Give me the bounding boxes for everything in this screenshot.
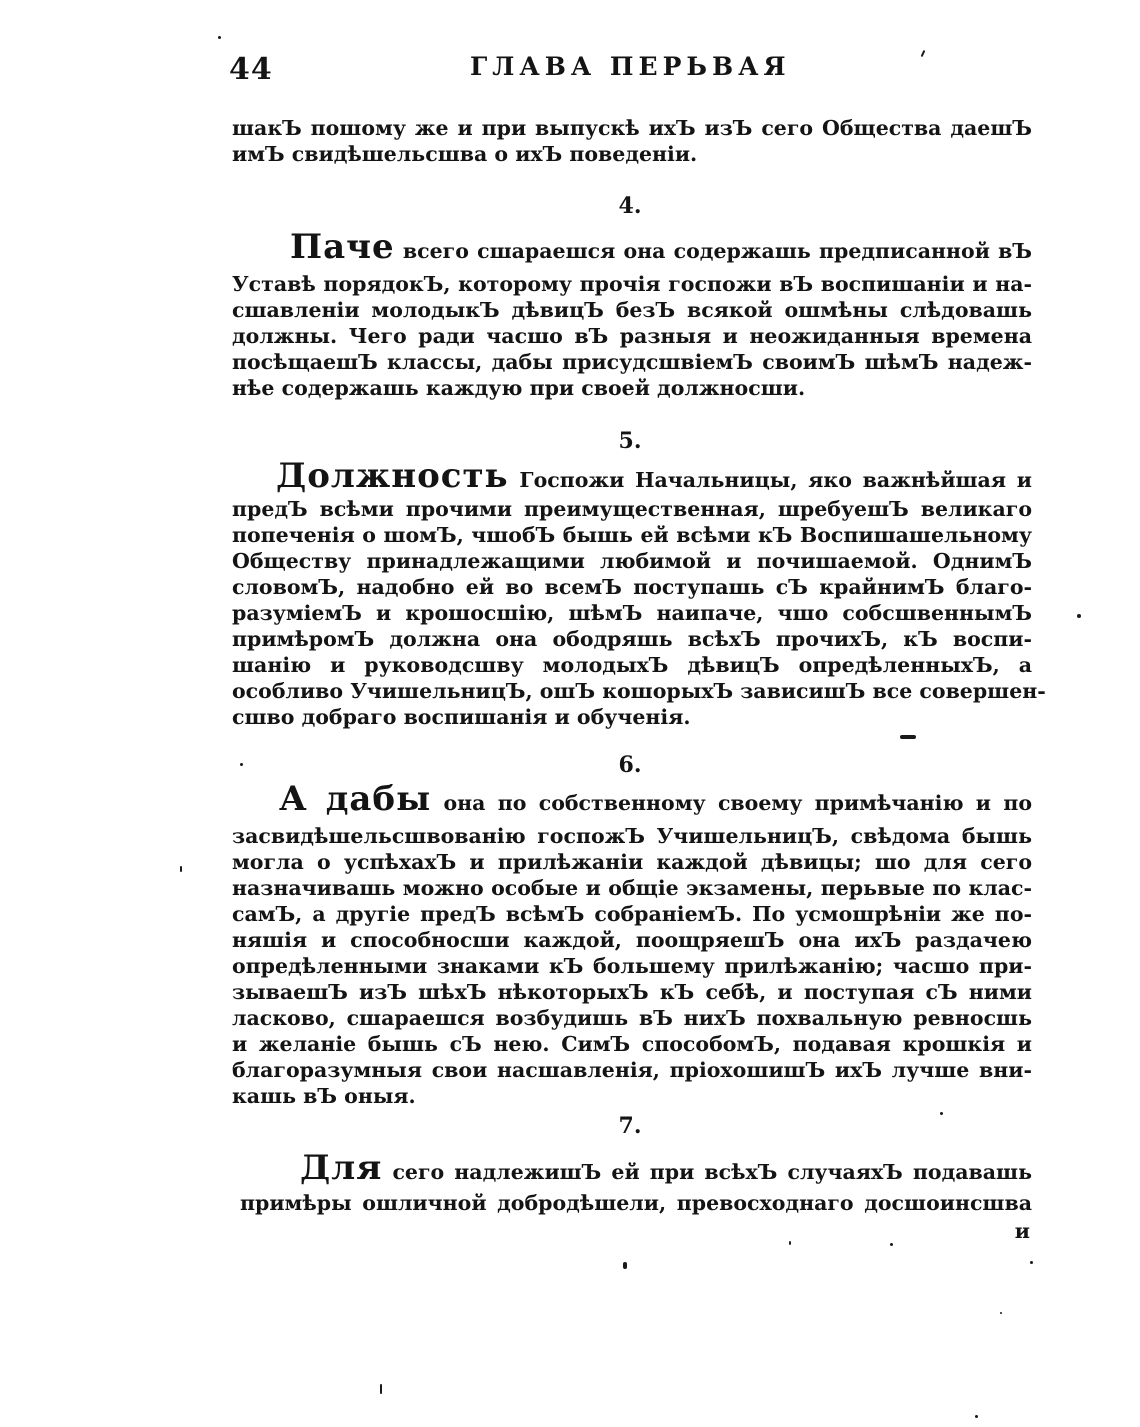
section-number-4: 4. xyxy=(618,193,642,219)
section-5-first-line-text: Госпожи Начальницы, яко важнѣйшая и xyxy=(519,468,1032,492)
section-number-5: 5. xyxy=(618,428,642,454)
paragraph-line: предЪ всѣми прочими преимущественная, шребуешЪ великаго xyxy=(232,497,1032,521)
paragraph-line: должны. Чего ради часшо вЪ разныя и неожиданныя времена xyxy=(232,324,1032,348)
section-6-initial-word: А дабы xyxy=(279,779,432,819)
paragraph-line: разумiемЪ и крошосшiю, шѣмЪ наипаче, чшо собсшвеннымЪ xyxy=(232,601,1032,625)
scan-speck xyxy=(218,36,221,39)
section-4-initial-word: Паче xyxy=(290,227,395,267)
paragraph-line: Уставѣ порядокЪ, которому прочiя госпожи вЪ воспишанiи и на- xyxy=(232,272,1032,296)
section-6-first-line-text: она по собственному своему примѣчанiю и по xyxy=(443,791,1032,815)
scan-speck xyxy=(900,735,916,739)
scan-speck xyxy=(789,1241,791,1245)
section-4-first-line-text: всего сшараешся она содержашь предписанной вЪ xyxy=(402,239,1032,263)
paragraph-line: ласково, сшараешся возбудишь вЪ нихЪ похвальную ревносшь xyxy=(232,1006,1032,1030)
paragraph-line: кашь вЪ оныя. xyxy=(232,1084,416,1108)
scan-speck xyxy=(623,1262,627,1269)
scan-speck xyxy=(180,866,182,872)
scan-speck xyxy=(1077,614,1081,618)
running-title: ГЛАВА ПЕРЬВАЯ xyxy=(470,52,791,81)
scan-speck xyxy=(1000,1312,1002,1314)
section-4-first-line xyxy=(290,227,1032,268)
scan-speck xyxy=(890,1243,893,1246)
paragraph-line: нѣе содержашь каждую при своей должносши. xyxy=(232,376,806,400)
paragraph-line: назначивашь можно особые и общiе экзамены, перьвые по клас- xyxy=(232,876,1032,900)
page-number: 44 xyxy=(229,52,273,87)
paragraph-line: засвидѣшельсшвованiю госпожЪ УчишельницЪ, свѣдома бышь xyxy=(232,824,1032,848)
paragraph-line: шанiю и руководсшву молодыхЪ дѣвицЪ опредѣленныхЪ, а xyxy=(232,653,1032,677)
scan-speck xyxy=(240,763,243,766)
section-6-first-line xyxy=(279,780,1032,822)
section-5-initial-word: Должность xyxy=(276,456,509,496)
scan-speck xyxy=(940,1112,943,1115)
continuation-line: шакЪ пошому же и при выпускѣ ихЪ изЪ сего Общества даешЪ xyxy=(232,116,1032,140)
paragraph-line: опредѣленными знаками кЪ большему прилѣжанiю; часшо при- xyxy=(232,954,1032,978)
section-5-first-line xyxy=(276,458,1032,498)
continuation-line: имЪ свидѣшельсшва о ихЪ поведенiи. xyxy=(232,142,698,166)
paragraph-line: примѣры ошличной добродѣшели, превосходнаго досшоинсшва xyxy=(240,1191,1032,1215)
scan-speck xyxy=(921,50,926,57)
scan-speck xyxy=(975,1415,978,1418)
section-number-6: 6. xyxy=(618,752,642,778)
paragraph-line: благоразумныя свои насшавленiя, прiохошишЪ ихЪ лучше вни- xyxy=(232,1058,1032,1082)
paragraph-line: самЪ, а другiе предЪ всѣмЪ собранiемЪ. По усмошрѣнiи же по- xyxy=(232,902,1032,926)
section-number-7: 7. xyxy=(618,1113,642,1139)
paragraph-line: Обществу принадлежащими любимой и почишаемой. ОднимЪ xyxy=(232,549,1032,573)
paragraph-line: примѣромЪ должна она ободряшь всѣхЪ прочихЪ, кЪ воспи- xyxy=(232,627,1032,651)
paragraph-line: посѣщаешЪ классы, дабы присудсшвiемЪ своимЪ шѣмЪ надеж- xyxy=(232,350,1032,374)
catchword: и xyxy=(1014,1219,1030,1243)
paragraph-line: могла о успѣхахЪ и прилѣжанiи каждой дѣвицы; шо для сего xyxy=(232,850,1032,874)
paragraph-line: словомЪ, надобно ей во всемЪ поступашь сЪ крайнимЪ благо- xyxy=(232,575,1032,599)
paragraph-line: особливо УчишельницЪ, ошЪ кошорыхЪ зависишЪ все совершен- xyxy=(232,679,1046,703)
scan-speck xyxy=(1030,1261,1033,1264)
paragraph-line: и желанiе бышь сЪ нею. СимЪ способомЪ, подавая крошкiя и xyxy=(232,1032,1032,1056)
section-7-first-line-text: сего надлежишЪ ей при всѣхЪ случаяхЪ подавашь xyxy=(392,1160,1032,1184)
paragraph-line: няшiя и способносши каждой, поощряешЪ она ихЪ раздачею xyxy=(232,928,1032,952)
paragraph-line: сшавленiи молодыкЪ дѣвицЪ безЪ всякой ошмѣны слѣдовашь xyxy=(232,298,1032,322)
section-7-first-line xyxy=(300,1150,1032,1190)
paragraph-line: зываешЪ изЪ шѣхЪ нѣкоторыхЪ кЪ себѣ, и поступая сЪ ними xyxy=(232,980,1032,1004)
scan-speck xyxy=(380,1384,382,1394)
section-7-initial-word: Для xyxy=(300,1148,383,1188)
paragraph-line: сшво добраго воспишанiя и обученiя. xyxy=(232,705,691,729)
paragraph-line: попеченiя о шомЪ, чшобЪ бышь ей всѣми кЪ Воспишашельному xyxy=(232,523,1032,547)
